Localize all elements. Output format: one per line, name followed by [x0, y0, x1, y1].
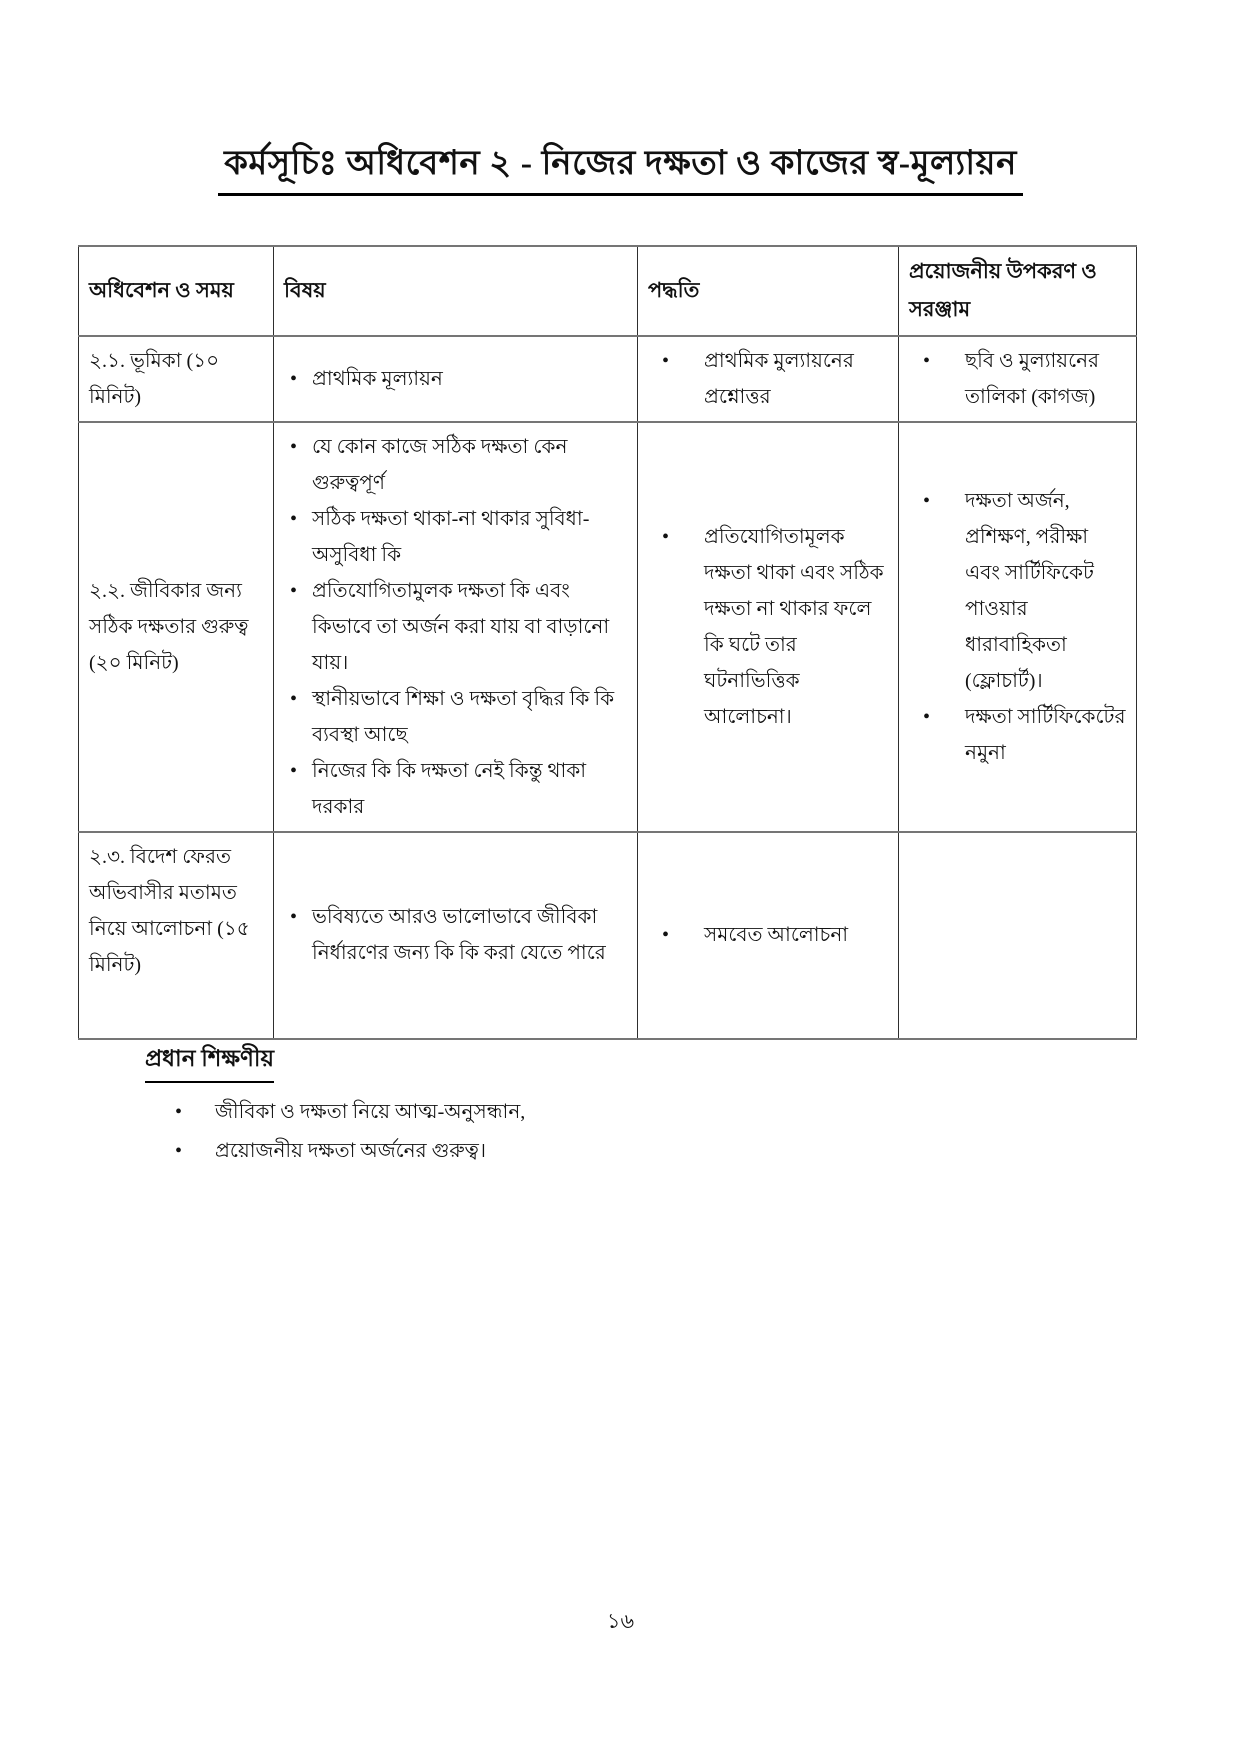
materials-cell-empty [899, 832, 1137, 1039]
header-method: পদ্ধতি [638, 246, 899, 336]
list-item-text: সঠিক দক্ষতা থাকা-না থাকার সুবিধা-অসুবিধা কি [312, 507, 590, 566]
list-item-text: ভবিষ্যতে আরও ভালোভাবে জীবিকা নির্ধারণের জন্য কি কি করা যেতে পারে [312, 906, 606, 965]
header-materials: প্রয়োজনীয় উপকরণ ও সরঞ্জাম [899, 246, 1137, 336]
list-item [284, 429, 627, 501]
table-header-row [79, 246, 1137, 336]
title-container [0, 138, 1241, 196]
table-row-skills-importance [79, 422, 1137, 832]
header-session-time: অধিবেশন ও সময় [79, 246, 274, 336]
topic-cell [274, 832, 638, 1039]
key-learnings-heading: প্রধান শিক্ষণীয় [145, 1040, 274, 1083]
materials-list [909, 483, 1126, 771]
list-item-text: সমবেত আলোচনা [704, 924, 849, 947]
topic-list [284, 899, 627, 971]
list-item-text: প্রতিযোগিতামুলক দক্ষতা কি এবং কিভাবে তা অর্জন করা যায় বা বাড়ানো যায়। [312, 579, 610, 674]
materials-list [909, 343, 1126, 415]
materials-cell [899, 422, 1137, 832]
key-learnings-section [145, 1040, 945, 1171]
list-item [909, 699, 1126, 771]
list-item [909, 343, 1126, 415]
topic-list [284, 429, 627, 825]
topic-cell [274, 422, 638, 832]
list-item-text: জীবিকা ও দক্ষতা নিয়ে আত্ম-অনুসন্ধান, [215, 1101, 526, 1123]
materials-cell [899, 336, 1137, 422]
list-item-text: দক্ষতা সার্টিফিকেটের নমুনা [965, 705, 1126, 764]
table-row-returnee-discussion [79, 832, 1137, 1039]
session-cell [79, 832, 274, 1039]
session-duration: (১০ মিনিট) [89, 349, 220, 408]
page-title: কর্মসূচিঃ অধিবেশন ২ - নিজের দক্ষতা ও কাজের স্ব-মূল্যায়ন [218, 138, 1023, 196]
list-item-text: দক্ষতা অর্জন, প্রশিক্ষণ, পরীক্ষা এবং সার্টিফিকেট পাওয়ার ধারাবাহিকতা (ফ্লোচার্ট)। [965, 489, 1094, 692]
session-cell [79, 422, 274, 832]
session-label: ২.৩. বিদেশ ফেরত অভিবাসীর মতামত নিয়ে আলোচনা [89, 845, 237, 940]
list-item-text: প্রাথমিক মূল্যায়ন [312, 367, 443, 390]
topic-cell [274, 336, 638, 422]
topic-list [284, 361, 627, 397]
method-list [648, 917, 888, 953]
list-item-text: স্থানীয়ভাবে শিক্ষা ও দক্ষতা বৃদ্ধির কি কি ব্যবস্থা আছে [312, 687, 615, 746]
session-duration: (২০ মিনিট) [89, 651, 179, 674]
session-label: ২.২. জীবিকার জন্য সঠিক দক্ষতার গুরুত্ব [89, 579, 249, 638]
method-cell [638, 832, 899, 1039]
list-item-text: নিজের কি কি দক্ষতা নেই কিন্তু থাকা দরকার [312, 759, 587, 818]
session-schedule-table [78, 245, 1137, 1040]
session-cell [79, 336, 274, 422]
list-item [648, 917, 888, 953]
method-cell [638, 336, 899, 422]
list-item [284, 681, 627, 753]
method-cell [638, 422, 899, 832]
session-duration: (১৫ মিনিট) [89, 917, 250, 976]
list-item-text: প্রয়োজনীয় দক্ষতা অর্জনের গুরুত্ব। [215, 1140, 487, 1162]
list-item-text: প্রতিযোগিতামূলক দক্ষতা থাকা এবং সঠিক দক্ষতা না থাকার ফলে কি ঘটে তার ঘটনাভিত্তিক আলোচনা। [704, 525, 884, 728]
list-item [284, 573, 627, 681]
method-list [648, 343, 888, 415]
list-item [284, 899, 627, 971]
method-list [648, 519, 888, 735]
list-item-text: প্রাথমিক মুল্যায়নের প্রশ্নোত্তর [704, 349, 854, 408]
page-number: ১৬ [606, 1609, 635, 1633]
list-item [909, 483, 1126, 699]
list-item [648, 519, 888, 735]
key-learnings-list [145, 1093, 945, 1171]
list-item [648, 343, 888, 415]
list-item [145, 1093, 945, 1132]
list-item-text: ছবি ও মুল্যায়নের তালিকা (কাগজ) [965, 349, 1100, 408]
header-topic: বিষয় [274, 246, 638, 336]
list-item-text: যে কোন কাজে সঠিক দক্ষতা কেন গুরুত্বপূর্ণ [312, 435, 568, 494]
list-item [145, 1132, 945, 1171]
list-item [284, 361, 627, 397]
table-row-intro [79, 336, 1137, 422]
list-item [284, 753, 627, 825]
session-label: ২.১. ভূমিকা [89, 349, 182, 372]
list-item [284, 501, 627, 573]
